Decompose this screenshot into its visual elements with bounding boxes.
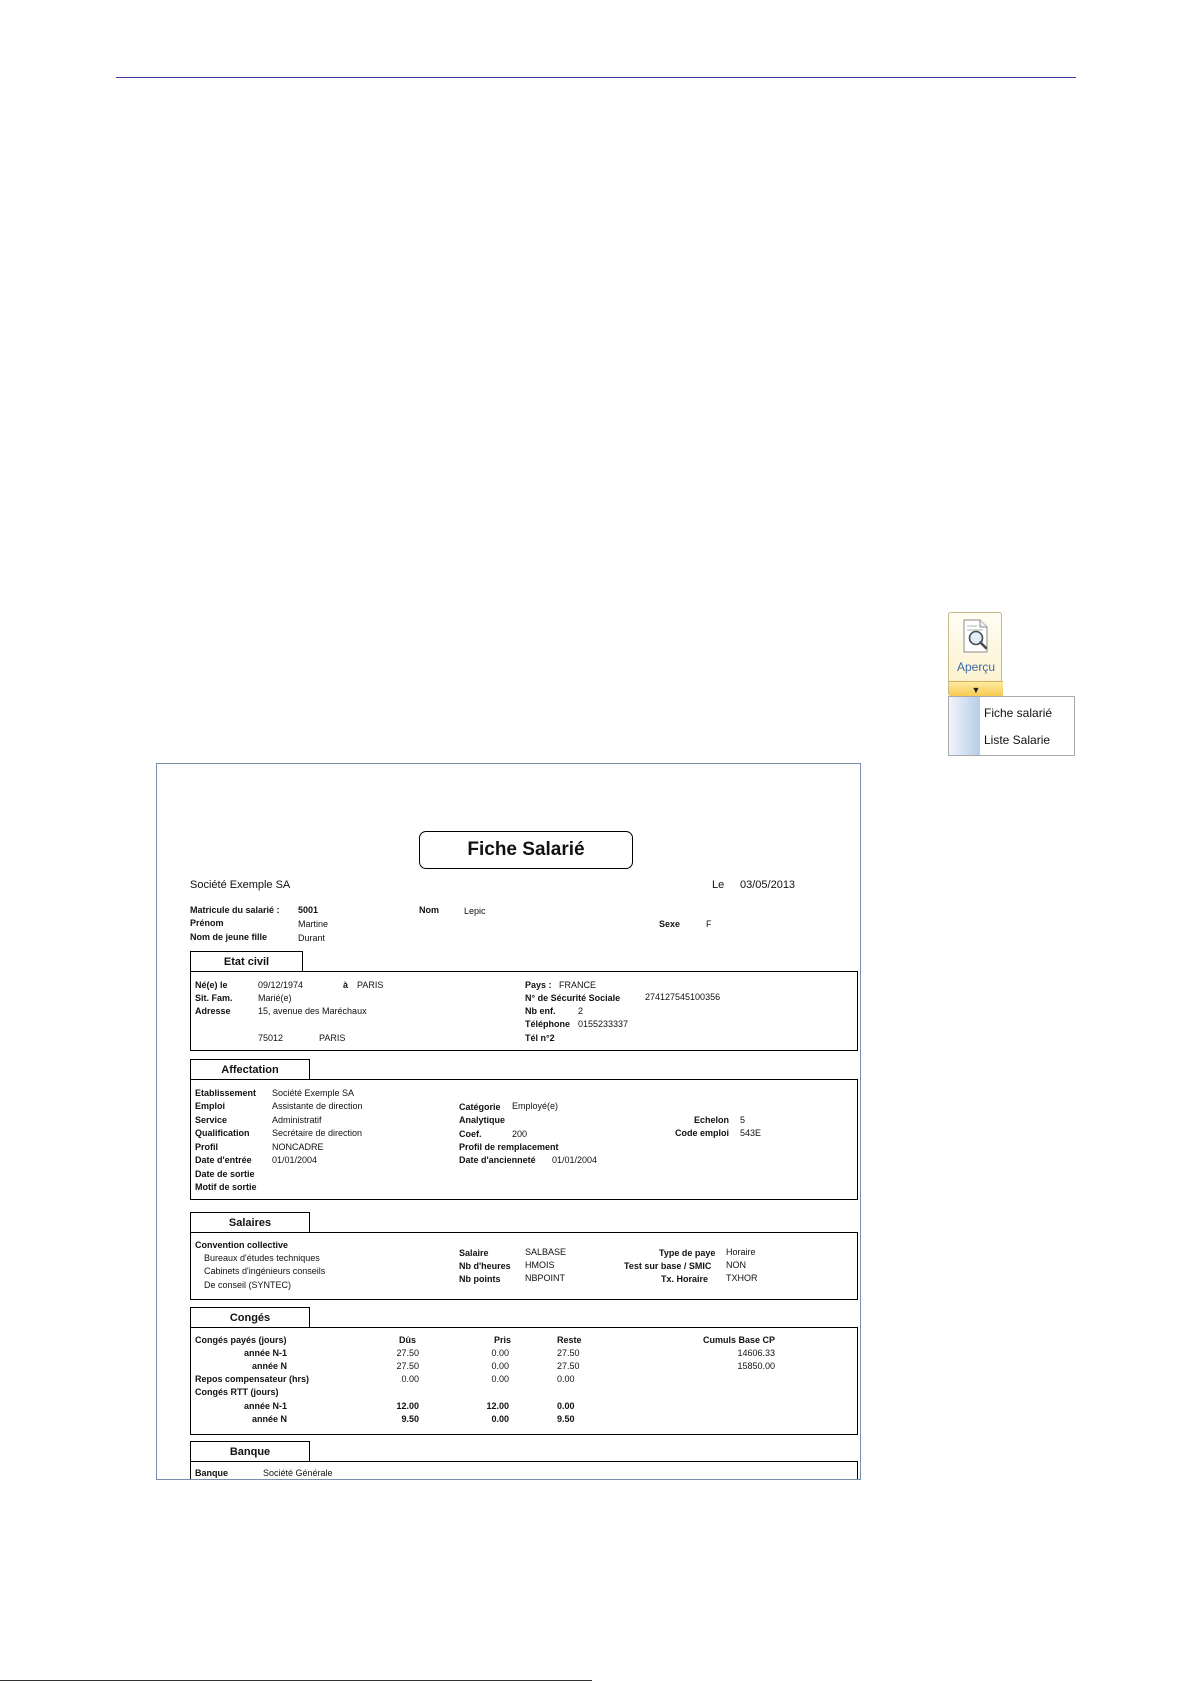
sexe-label: Sexe — [659, 919, 681, 929]
profil-label: Profil — [195, 1142, 219, 1152]
tx-horaire-value: TXHOR — [726, 1273, 758, 1283]
section-affectation-title: Affectation — [190, 1059, 310, 1079]
type-paye-value: Horaire — [726, 1247, 756, 1257]
col-dus: Dûs — [399, 1335, 417, 1345]
conges-pris: 12.00 — [486, 1401, 509, 1411]
conges-dus: 27.50 — [396, 1361, 419, 1371]
profil-value: NONCADRE — [272, 1142, 324, 1152]
conges-payes-label: Congés payés (jours) — [195, 1335, 287, 1345]
conges-dus: 12.00 — [396, 1401, 419, 1411]
telephone-label: Téléphone — [525, 1019, 571, 1029]
company-name: Société Exemple SA — [190, 879, 291, 891]
echelon-label: Echelon — [694, 1115, 730, 1125]
conges-rtt-label: Congés RTT (jours) — [195, 1387, 279, 1397]
nb-heures-value: HMOIS — [525, 1260, 555, 1270]
nb-points-label: Nb points — [459, 1274, 501, 1284]
salaire-label: Salaire — [459, 1248, 489, 1258]
section-salaires-title: Salaires — [190, 1212, 310, 1232]
apercu-button[interactable] — [948, 612, 1002, 696]
sit-fam-label: Sit. Fam. — [195, 993, 233, 1003]
conges-row-label: année N — [251, 1361, 287, 1371]
conges-dus: 0.00 — [401, 1374, 419, 1384]
emploi-value: Assistante de direction — [272, 1101, 363, 1111]
menu-item-liste-salarie[interactable]: Liste Salarie — [984, 733, 1051, 747]
coef-label: Coef. — [459, 1129, 482, 1139]
conges-pris: 0.00 — [491, 1414, 509, 1424]
conges-reste: 27.50 — [557, 1348, 580, 1358]
conges-reste: 0.00 — [557, 1374, 575, 1384]
ville-value: PARIS — [319, 1033, 346, 1043]
conges-reste: 0.00 — [557, 1401, 575, 1411]
salaire-value: SALBASE — [525, 1247, 567, 1257]
secu-value: 274127545100356 — [645, 992, 721, 1002]
report-preview — [156, 763, 861, 1480]
sit-fam-value: Marié(e) — [258, 993, 292, 1003]
report-date: 03/05/2013 — [740, 879, 796, 891]
section-banque-title: Banque — [190, 1441, 310, 1461]
date-anciennete-label: Date d'ancienneté — [459, 1155, 536, 1165]
categorie-value: Employé(e) — [512, 1101, 559, 1111]
banque-value: Société Générale — [263, 1468, 333, 1478]
code-postal-value: 75012 — [258, 1033, 284, 1043]
conges-dus: 9.50 — [401, 1414, 419, 1424]
a-label: à — [343, 980, 349, 990]
nom-jeune-fille-value: Durant — [298, 933, 326, 943]
col-pris: Pris — [494, 1335, 512, 1345]
code-emploi-label: Code emploi — [675, 1128, 730, 1138]
prenom-value: Martine — [298, 919, 329, 929]
conges-row-label: année N — [251, 1414, 287, 1424]
nom-label: Nom — [419, 905, 439, 915]
col-cumuls: Cumuls Base CP — [703, 1335, 776, 1345]
ne-le-label: Né(e) le — [195, 980, 228, 990]
categorie-label: Catégorie — [459, 1102, 501, 1112]
conges-row-label: Repos compensateur (hrs) — [195, 1374, 310, 1384]
adresse-value: 15, avenue des Maréchaux — [258, 1006, 367, 1016]
report-title: Fiche Salarié — [419, 831, 633, 869]
nb-enf-value: 2 — [578, 1006, 584, 1016]
conges-cumul: 15850.00 — [737, 1361, 775, 1371]
prenom-label: Prénom — [190, 918, 224, 928]
conges-row-label: année N-1 — [243, 1348, 287, 1358]
date-sortie-label: Date de sortie — [195, 1169, 255, 1179]
pays-value: FRANCE — [559, 980, 597, 990]
tx-horaire-label: Tx. Horaire — [661, 1274, 709, 1284]
echelon-value: 5 — [740, 1115, 746, 1125]
date-anciennete-value: 01/01/2004 — [552, 1155, 598, 1165]
conges-reste: 9.50 — [557, 1414, 575, 1424]
tel2-label: Tél n°2 — [525, 1033, 555, 1043]
apercu-dropdown-arrow[interactable] — [949, 681, 1003, 697]
apercu-dropdown-menu — [948, 696, 1075, 756]
conges-row-label: année N-1 — [243, 1401, 287, 1411]
adresse-label: Adresse — [195, 1006, 231, 1016]
conges-cumul: 14606.33 — [737, 1348, 775, 1358]
profil-remplacement-label: Profil de remplacement — [459, 1142, 559, 1152]
coef-value: 200 — [512, 1129, 528, 1139]
top-rule — [116, 77, 1076, 78]
service-value: Administratif — [272, 1115, 322, 1125]
menu-item-fiche-salarie[interactable]: Fiche salarié — [984, 706, 1053, 720]
chevron-down-icon: ▼ — [971, 684, 981, 695]
nb-enf-label: Nb enf. — [525, 1006, 556, 1016]
section-etat-civil-title: Etat civil — [190, 951, 303, 971]
col-reste: Reste — [557, 1335, 582, 1345]
convention-line: Cabinets d'ingénieurs conseils — [204, 1266, 326, 1276]
convention-line: Bureaux d'études techniques — [204, 1253, 320, 1263]
qualification-label: Qualification — [195, 1128, 250, 1138]
type-paye-label: Type de paye — [659, 1248, 716, 1258]
date-entree-label: Date d'entrée — [195, 1155, 252, 1165]
telephone-value: 0155233337 — [578, 1019, 629, 1029]
matricule-value: 5001 — [298, 905, 319, 915]
ville-naissance-value: PARIS — [357, 980, 384, 990]
secu-label: N° de Sécurité Sociale — [525, 993, 621, 1003]
etablissement-label: Etablissement — [195, 1088, 257, 1098]
conges-pris: 0.00 — [491, 1361, 509, 1371]
date-entree-value: 01/01/2004 — [272, 1155, 318, 1165]
bottom-rule — [0, 1680, 592, 1681]
date-label: Le — [712, 879, 725, 891]
nb-points-value: NBPOINT — [525, 1273, 566, 1283]
pays-label: Pays : — [525, 980, 552, 990]
convention-line: De conseil (SYNTEC) — [204, 1280, 292, 1290]
code-emploi-value: 543E — [740, 1128, 762, 1138]
nom-jeune-fille-label: Nom de jeune fille — [190, 932, 268, 942]
nb-heures-label: Nb d'heures — [459, 1261, 511, 1271]
conges-dus: 27.50 — [396, 1348, 419, 1358]
conges-pris: 0.00 — [491, 1348, 509, 1358]
qualification-value: Secrétaire de direction — [272, 1128, 363, 1138]
motif-sortie-label: Motif de sortie — [195, 1182, 257, 1192]
matricule-label: Matricule du salarié : — [190, 905, 280, 915]
test-smic-label: Test sur base / SMIC — [624, 1261, 712, 1271]
analytique-label: Analytique — [459, 1115, 506, 1125]
ne-le-value: 09/12/1974 — [258, 980, 304, 990]
nom-value: Lepic — [464, 906, 486, 916]
conges-reste: 27.50 — [557, 1361, 580, 1371]
sexe-value: F — [706, 919, 712, 929]
apercu-label: Aperçu — [956, 660, 996, 674]
emploi-label: Emploi — [195, 1101, 226, 1111]
print-preview-icon — [961, 619, 991, 653]
test-smic-value: NON — [726, 1260, 746, 1270]
etablissement-value: Société Exemple SA — [272, 1088, 355, 1098]
conges-pris: 0.00 — [491, 1374, 509, 1384]
banque-label: Banque — [195, 1468, 229, 1478]
convention-label: Convention collective — [195, 1240, 289, 1250]
section-conges-title: Congés — [190, 1307, 310, 1327]
service-label: Service — [195, 1115, 228, 1125]
